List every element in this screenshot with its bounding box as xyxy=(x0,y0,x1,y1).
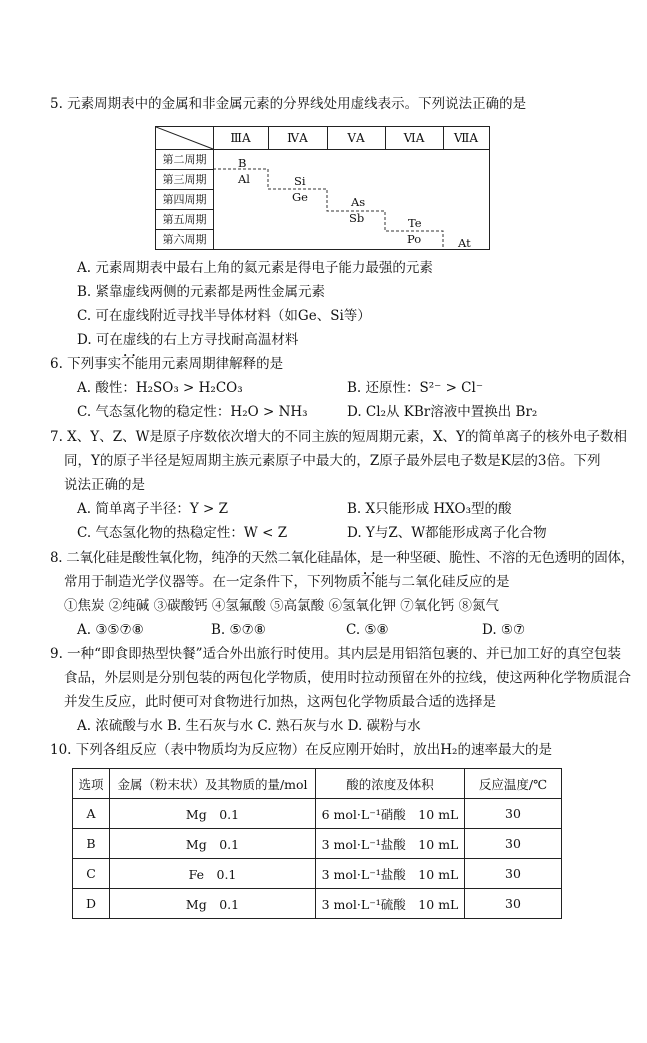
element-symbol: Ge xyxy=(292,190,308,204)
q6-option-a: A. 酸性：H₂SO₃ > H₂CO₃ xyxy=(77,380,243,396)
table-cell: D xyxy=(73,889,110,919)
element-symbol: At xyxy=(458,236,471,250)
q5-option-b: B. 紧靠虚线两侧的元素都是两性金属元素 xyxy=(77,284,326,300)
table-cell: A xyxy=(73,799,110,829)
q7-option-d: D. Y与Z、W都能形成离子化合物 xyxy=(347,525,547,541)
q6-stem-emphasis: 不能 • • xyxy=(121,356,148,372)
q9-options: A. 浓硫酸与水 B. 生石灰与水 C. 熟石灰与水 D. 碳粉与水 xyxy=(77,718,421,734)
q8-option-c: C. ⑤⑧ xyxy=(346,622,389,638)
table-header-row xyxy=(73,769,562,799)
q7-option-c: C. 气态氢化物的热稳定性：W < Z xyxy=(77,525,288,541)
group-header: ⅥA xyxy=(403,131,425,145)
element-symbol: Si xyxy=(294,174,306,188)
q5-option-c: C. 可在虚线附近寻找半导体材料（如Ge、Si等） xyxy=(77,308,371,324)
q8-line1: 8. 二氧化硅是酸性氧化物，纯净的天然二氧化硅晶体，是一种坚硬、脆性、不溶的无色透明的固体， xyxy=(50,550,634,566)
period-label: 第六周期 xyxy=(156,229,213,250)
period-label: 第四周期 xyxy=(156,189,213,210)
q7-line3: 说法正确的是 xyxy=(64,477,145,493)
table-cell: 6 mol·L⁻¹硝酸 10 mL xyxy=(316,799,465,829)
table-cell: 30 xyxy=(465,859,562,889)
table-cell: 3 mol·L⁻¹盐酸 10 mL xyxy=(316,829,465,859)
q6-stem-pre: 6. 下列事实 xyxy=(50,356,122,372)
q6-stem-post: 用元素周期律解释的是 xyxy=(148,356,284,372)
table-cell: C xyxy=(73,859,110,889)
group-header: ⅦA xyxy=(453,131,479,145)
column-header: 反应温度/℃ xyxy=(465,769,562,799)
group-header: ⅤA xyxy=(347,131,365,145)
table-cell: Mg 0.1 xyxy=(110,829,316,859)
element-symbol: Po xyxy=(407,232,422,246)
element-symbol: B xyxy=(238,156,247,170)
q7-line1: 7. X、Y、Z、W是原子序数依次增大的不同主族的短周期元素，X、Y的简单离子的核外电子数相 xyxy=(50,429,627,445)
q5-option-d: D. 可在虚线的右上方寻找耐高温材料 xyxy=(77,332,299,348)
periodic-table-figure xyxy=(155,126,490,250)
table-cell: Fe 0.1 xyxy=(110,859,316,889)
table-row xyxy=(73,799,562,829)
q9-line3: 并发生反应，此时便可对食物进行加热，这两包化学物质最合适的选择是 xyxy=(64,694,496,710)
table-cell: B xyxy=(73,829,110,859)
q10-stem: 10. 下列各组反应（表中物质均为反应物）在反应刚开始时，放出H₂的速率最大的是 xyxy=(50,742,552,758)
element-symbol: Sb xyxy=(349,211,365,225)
q7-option-b: B. X只能形成 HXO₃型的酸 xyxy=(347,501,512,517)
table-cell: 3 mol·L⁻¹硫酸 10 mL xyxy=(316,889,465,919)
q6-option-b: B. 还原性：S²⁻ > Cl⁻ xyxy=(347,380,483,396)
table-cell: 30 xyxy=(465,889,562,919)
table-cell: 30 xyxy=(465,829,562,859)
period-label: 第五周期 xyxy=(156,209,213,230)
q5-option-a: A. 元素周期表中最右上角的氦元素是得电子能力最强的元素 xyxy=(77,260,433,276)
q8-line2 xyxy=(64,573,510,591)
table-cell: Mg 0.1 xyxy=(110,889,316,919)
table-row xyxy=(73,829,562,859)
q5-stem: 5. 元素周期表中的金属和非金属元素的分界线处用虚线表示。下列说法正确的是 xyxy=(50,96,527,112)
table-row xyxy=(73,889,562,919)
q8-line2-pre: 常用于制造光学仪器等。在一定条件下，下列物质 xyxy=(64,574,361,590)
column-header: 金属（粉末状）及其物质的量/mol xyxy=(110,769,316,799)
q6-option-c: C. 气态氢化物的稳定性：H₂O > NH₃ xyxy=(77,404,308,420)
element-symbol: Te xyxy=(408,216,422,230)
period-label: 第三周期 xyxy=(156,169,213,190)
table-row xyxy=(73,859,562,889)
q7-line2: 同，Y的原子半径是短周期主族元素原子中最大的，Z原子最外层电子数是K层的3倍。下列 xyxy=(64,453,601,469)
reaction-table xyxy=(72,768,562,919)
period-label: 第二周期 xyxy=(156,149,213,170)
column-header: 选项 xyxy=(73,769,110,799)
q6-option-d: D. Cl₂从 KBr溶液中置换出 Br₂ xyxy=(347,404,538,420)
q8-items: ①焦炭 ②纯碱 ③碳酸钙 ④氢氟酸 ⑤高氯酸 ⑥氢氧化钾 ⑦氧化钙 ⑧氮气 xyxy=(64,598,500,614)
group-header: ⅢA xyxy=(230,131,251,145)
q8-option-d: D. ⑤⑦ xyxy=(482,622,526,638)
q8-line2-post: 与二氧化硅反应的是 xyxy=(388,574,510,590)
group-header: ⅣA xyxy=(287,131,308,145)
element-symbol: Al xyxy=(238,172,250,186)
q8-emphasis: 不能 • • xyxy=(361,574,388,590)
q9-line2: 食品，外层则是分别包装的两包化学物质，使用时拉动预留在外的拉线，使这两种化学物质混合 xyxy=(64,670,631,686)
table-cell: 30 xyxy=(465,799,562,829)
q8-option-a: A. ③⑤⑦⑧ xyxy=(77,622,144,638)
table-cell: Mg 0.1 xyxy=(110,799,316,829)
q7-option-a: A. 简单离子半径：Y > Z xyxy=(77,501,229,517)
q9-line1: 9. 一种“即食即热型快餐”适合外出旅行时使用。其内层是用铝箔包裹的、并已加工好的真空包装 xyxy=(50,646,621,662)
q6-stem xyxy=(50,355,283,373)
column-header: 酸的浓度及体积 xyxy=(316,769,465,799)
table-cell: 3 mol·L⁻¹盐酸 10 mL xyxy=(316,859,465,889)
q8-option-b: B. ⑤⑦⑧ xyxy=(211,622,266,638)
element-symbol: As xyxy=(351,195,366,209)
